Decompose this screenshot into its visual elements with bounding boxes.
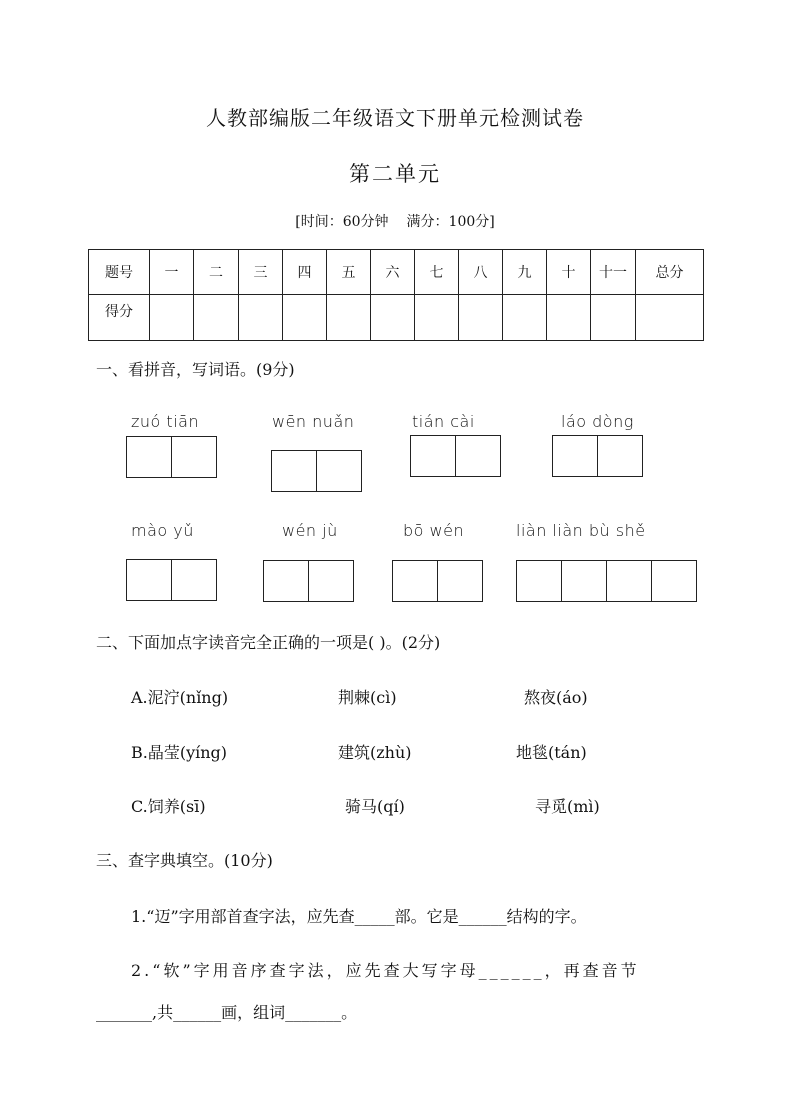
score-cell[interactable] (547, 295, 591, 341)
header-cell: 总分 (636, 250, 704, 295)
full-score: 满分：100分] (406, 214, 495, 230)
score-cell[interactable] (503, 295, 547, 341)
header-cell: 一 (150, 250, 194, 295)
score-cell[interactable] (636, 295, 704, 341)
header-cell: 五 (327, 250, 371, 295)
writing-grid[interactable] (392, 560, 483, 602)
section-1-heading: 一、看拼音，写词语。(9分) (96, 360, 295, 379)
question-3-2-line-1: 2.“软”字用音序查字法，应先查大写字母______，再查音节 (131, 961, 640, 980)
writing-grid[interactable] (126, 436, 217, 478)
header-cell: 六 (371, 250, 415, 295)
score-cell[interactable] (459, 295, 503, 341)
score-cell[interactable] (327, 295, 371, 341)
header-cell: 题号 (89, 250, 150, 295)
score-cell[interactable] (150, 295, 194, 341)
pinyin-label: láo dòng (561, 412, 634, 431)
pinyin-label: liàn liàn bù shě (516, 521, 646, 540)
pinyin-label: tián cài (412, 412, 475, 431)
writing-grid[interactable] (410, 435, 501, 477)
pinyin-label: bō wén (403, 521, 465, 540)
writing-grid[interactable] (271, 450, 362, 492)
pinyin-label: wēn nuǎn (272, 412, 355, 431)
section-2-heading: 二、下面加点字读音完全正确的一项是( )。(2分) (96, 633, 441, 652)
score-cell[interactable] (371, 295, 415, 341)
option-b-word-1: B.晶莹(yíng) (131, 743, 228, 762)
writing-grid[interactable] (516, 560, 697, 602)
score-table (88, 249, 704, 341)
exam-meta (0, 211, 790, 231)
header-cell: 四 (283, 250, 327, 295)
header-cell: 九 (503, 250, 547, 295)
pinyin-label: zuó tiān (131, 412, 200, 431)
question-3-1: 1.“迈”字用部首查字法，应先查_____部。它是______结构的字。 (131, 907, 587, 926)
writing-grid[interactable] (552, 435, 643, 477)
score-header-row (89, 250, 704, 295)
unit-title: 第二单元 (349, 162, 441, 186)
option-b-word-2: 建筑(zhù) (338, 743, 412, 762)
score-cell[interactable] (194, 295, 239, 341)
section-3-heading: 三、查字典填空。(10分) (96, 851, 273, 870)
pinyin-label: wén jù (282, 521, 338, 540)
score-cell[interactable] (591, 295, 636, 341)
option-b-word-3: 地毯(tán) (516, 743, 587, 762)
header-cell: 三 (239, 250, 283, 295)
option-a-word-2: 荆棘(cì) (338, 688, 397, 707)
option-c-word-3: 寻觅(mì) (535, 797, 600, 816)
option-c-word-1: C.饲养(sī) (131, 797, 206, 816)
exam-title: 人教部编版二年级语文下册单元检测试卷 (206, 106, 584, 130)
score-value-row (89, 295, 704, 341)
score-label-cell: 得分 (89, 295, 150, 341)
writing-grid[interactable] (263, 560, 354, 602)
header-cell: 十一 (591, 250, 636, 295)
header-cell: 二 (194, 250, 239, 295)
score-cell[interactable] (283, 295, 327, 341)
time-limit: [时间：60分钟 (295, 214, 389, 230)
writing-grid[interactable] (126, 559, 217, 601)
score-cell[interactable] (415, 295, 459, 341)
option-c-word-2: 骑马(qí) (345, 797, 405, 816)
pinyin-label: mào yǔ (131, 521, 194, 540)
question-3-2-line-2: _______,共______画，组词_______。 (96, 1003, 358, 1022)
score-cell[interactable] (239, 295, 283, 341)
option-a-word-3: 熬夜(áo) (524, 688, 588, 707)
header-cell: 八 (459, 250, 503, 295)
option-a-word-1: A.泥泞(nǐng) (131, 688, 229, 707)
header-cell: 十 (547, 250, 591, 295)
header-cell: 七 (415, 250, 459, 295)
